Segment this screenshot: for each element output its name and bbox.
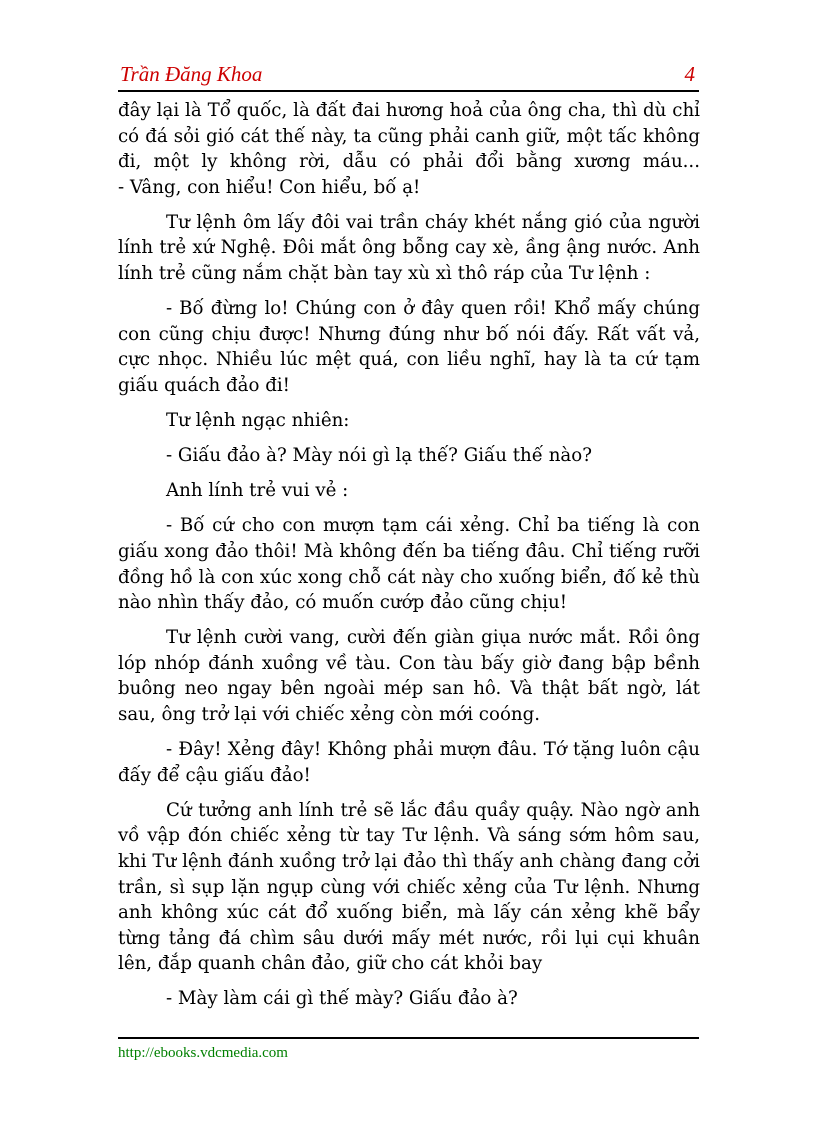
paragraph: Tư lệnh ngạc nhiên: bbox=[166, 410, 350, 432]
paragraph-dialogue: - Bố đừng lo! Chúng con ở đây quen rồi! Khổ mấy chúng con cũng chịu được! Nhưng đúng như bố nói đấy. Rất vất vả, cực nhọc. Nhiều lúc mệt quá, con liều nghĩ, hay là ta cứ tạm giấu quách đảo đi! bbox=[118, 298, 700, 396]
book-author-title: Trần Đăng Khoa bbox=[120, 62, 263, 86]
paragraph-dialogue: - Bố cứ cho con mượn tạm cái xẻng. Chỉ ba tiếng là con giấu xong đảo thôi! Mà không đến ba tiếng đâu. Chỉ tiếng rưỡi đồng hồ là con xúc xong chỗ cát này cho xuống biển, đố kẻ thù nào nhìn thấy đảo, có muốn cướp đảo cũng chịu! bbox=[118, 515, 700, 614]
paragraph: Tư lệnh ôm lấy đôi vai trần cháy khét nắng gió của người lính trẻ xứ Nghệ. Đôi mắt ông bỗng cay xè, ầng ậng nước. Anh lính trẻ cũng nắm chặt bàn tay xù xì thô ráp của Tư lệnh : bbox=[118, 211, 700, 285]
footer-divider bbox=[118, 1037, 699, 1039]
paragraph: Anh lính trẻ vui vẻ : bbox=[166, 480, 349, 502]
page-number: 4 bbox=[684, 62, 695, 86]
page-header bbox=[118, 62, 699, 88]
page-body bbox=[118, 98, 700, 1022]
paragraph-dialogue: - Đây! Xẻng đây! Không phải mượn đâu. Tớ tặng luôn cậu đấy để cậu giấu đảo! bbox=[118, 739, 700, 786]
paragraph: Tư lệnh cười vang, cười đến giàn giụa nước mắt. Rồi ông lóp nhóp đánh xuồng về tàu. Con tàu bấy giờ đang bập bềnh buông neo ngay bên ngoài mép san hô. Và thật bất ngờ, lát sau, ông trở lại với chiếc xẻng còn mới coóng. bbox=[118, 627, 700, 725]
paragraph: Cứ tưởng anh lính trẻ sẽ lắc đầu quầy quậy. Nào ngờ anh vồ vập đón chiếc xẻng từ tay Tư lệnh. Và sáng sớm hôm sau, khi Tư lệnh đánh xuồng trở lại đảo thì thấy anh chàng đang cởi trần, sì sụp lặn ngụp cùng với chiếc xẻng của Tư lệnh. Nhưng anh không xúc cát đổ xuống biển, mà lấy cán xẻng khẽ bẩy từng tảng đá chìm sâu dưới mấy mét nước, rồi lụi cụi khuân lên, đắp quanh chân đảo, giữ cho cát khỏi bay bbox=[118, 799, 700, 975]
header-divider bbox=[118, 90, 699, 92]
paragraph-continued: đây lại là Tổ quốc, là đất đai hương hoả của ông cha, thì dù chỉ có đá sỏi gió cát thế này, ta cũng phải canh giữ, một tấc không đi, một ly không rời, dẫu có phải đổi bằng xương máu... bbox=[118, 100, 700, 173]
paragraph-dialogue: - Giấu đảo à? Mày nói gì lạ thế? Giấu thế nào? bbox=[166, 445, 592, 467]
paragraph-dialogue: - Mày làm cái gì thế mày? Giấu đảo à? bbox=[166, 988, 518, 1010]
footer-url-link[interactable]: http://ebooks.vdcmedia.com bbox=[118, 1045, 288, 1061]
paragraph-dialogue: - Vâng, con hiểu! Con hiểu, bố ạ! bbox=[118, 176, 421, 198]
